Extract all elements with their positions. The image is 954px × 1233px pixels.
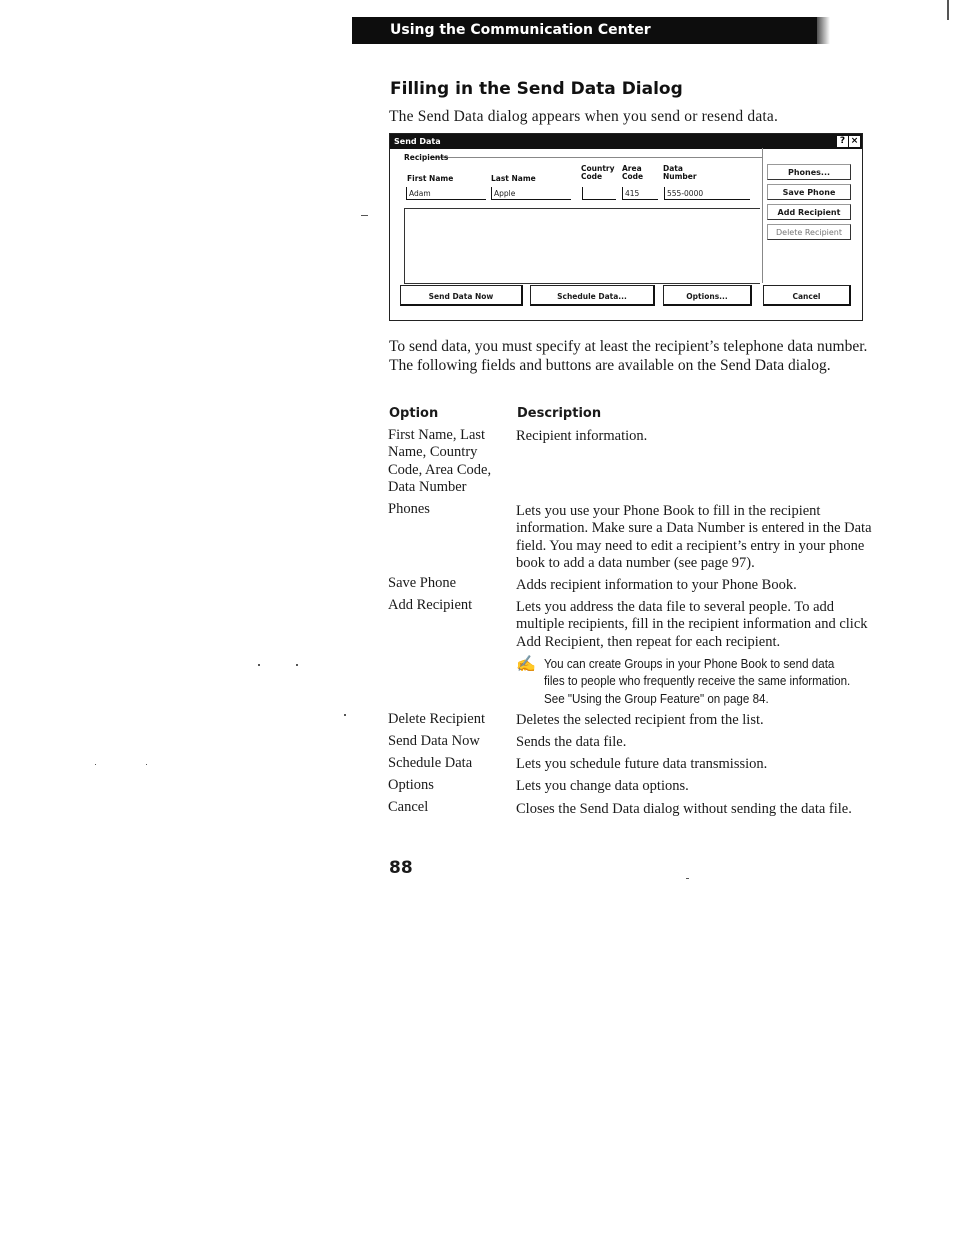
scan-mark bbox=[947, 0, 949, 20]
data-number-input[interactable]: 555-0000 bbox=[664, 187, 750, 200]
dialog-title-bar bbox=[390, 134, 862, 149]
body-paragraph: To send data, you must specify at least the recipient’s telephone data number. The following fields and buttons are available on the Send Data dialog. bbox=[389, 338, 868, 374]
send-data-now-button[interactable]: Send Data Now bbox=[400, 285, 523, 306]
description-delete-recipient: Deletes the selected recipient from the list. bbox=[516, 712, 764, 728]
last-name-input[interactable]: Apple bbox=[491, 187, 571, 200]
page-number: 88 bbox=[389, 858, 413, 878]
dialog-title: Send Data bbox=[394, 137, 441, 146]
description-add-recipient: Lets you address the data file to several people. To add multiple recipients, fill in the recipient information and click Add Recipient, then repeat for each recipient. bbox=[516, 599, 868, 650]
scan-mark bbox=[361, 215, 368, 216]
schedule-data-button[interactable]: Schedule Data... bbox=[530, 285, 655, 306]
description-recipient-fields: Recipient information. bbox=[516, 428, 648, 444]
area-code-label: Area Code bbox=[622, 164, 644, 181]
recipients-group-line bbox=[430, 157, 762, 158]
scan-mark bbox=[146, 764, 147, 765]
phones-button[interactable]: Phones... bbox=[767, 164, 851, 180]
close-icon[interactable]: × bbox=[850, 136, 859, 146]
scan-mark bbox=[95, 764, 96, 765]
chapter-header-bar bbox=[352, 17, 817, 44]
scan-mark bbox=[258, 664, 260, 666]
section-title: Filling in the Send Data Dialog bbox=[390, 79, 683, 99]
description-options: Lets you change data options. bbox=[516, 778, 689, 794]
first-name-label: First Name bbox=[407, 174, 454, 183]
option-delete-recipient: Delete Recipient bbox=[388, 711, 486, 727]
add-recipient-button[interactable]: Add Recipient bbox=[767, 204, 851, 220]
country-code-label: Country Code bbox=[581, 164, 615, 181]
option-options: Options bbox=[388, 777, 434, 793]
option-save-phone: Save Phone bbox=[388, 575, 457, 591]
data-number-label: Data Number bbox=[663, 164, 697, 181]
option-column-header: Option bbox=[389, 406, 439, 421]
option-cancel: Cancel bbox=[388, 799, 429, 815]
description-column-header: Description bbox=[517, 406, 602, 421]
last-name-label: Last Name bbox=[491, 174, 536, 183]
chapter-header-title: Using the Communication Center bbox=[390, 22, 651, 38]
recipients-group-label: Recipients bbox=[404, 153, 449, 162]
options-button[interactable]: Options... bbox=[663, 285, 752, 306]
description-schedule-data: Lets you schedule future data transmission. bbox=[516, 756, 768, 772]
first-name-input[interactable]: Adam bbox=[406, 187, 486, 200]
description-cancel: Closes the Send Data dialog without sending the data file. bbox=[516, 801, 852, 817]
option-phones: Phones bbox=[388, 501, 430, 517]
option-schedule-data: Schedule Data bbox=[388, 755, 473, 771]
option-add-recipient: Add Recipient bbox=[388, 597, 473, 613]
country-code-input[interactable] bbox=[582, 187, 616, 200]
send-data-dialog bbox=[389, 133, 863, 321]
scan-mark bbox=[344, 714, 346, 716]
option-recipient-fields: First Name, Last Name, Country Code, Area Code, Data Number bbox=[388, 427, 492, 495]
description-send-data-now: Sends the data file. bbox=[516, 734, 627, 750]
description-save-phone: Adds recipient information to your Phone Book. bbox=[516, 577, 797, 593]
intro-text: The Send Data dialog appears when you send or resend data. bbox=[389, 108, 779, 125]
cancel-button[interactable]: Cancel bbox=[763, 285, 851, 306]
group-feature-note: You can create Groups in your Phone Book to send data files to people who frequently receive the same information. See "Using the Group Feature" on page 84. bbox=[544, 657, 851, 706]
help-icon[interactable]: ? bbox=[837, 136, 848, 147]
scan-mark bbox=[686, 878, 689, 879]
header-bar-fade bbox=[800, 17, 830, 44]
scan-mark bbox=[296, 664, 298, 666]
dialog-divider bbox=[762, 148, 763, 283]
area-code-input[interactable]: 415 bbox=[622, 187, 658, 200]
save-phone-button[interactable]: Save Phone bbox=[767, 184, 851, 200]
option-send-data-now: Send Data Now bbox=[388, 733, 480, 749]
pencil-note-icon: ✍ bbox=[516, 656, 536, 673]
description-phones: Lets you use your Phone Book to fill in the recipient information. Make sure a Data Number is entered in the Data field. You may need to edit a recipient’s entry in your phone book to add a data number (see page 97). bbox=[516, 503, 872, 571]
recipient-list[interactable] bbox=[404, 208, 760, 284]
delete-recipient-button[interactable]: Delete Recipient bbox=[767, 224, 851, 240]
